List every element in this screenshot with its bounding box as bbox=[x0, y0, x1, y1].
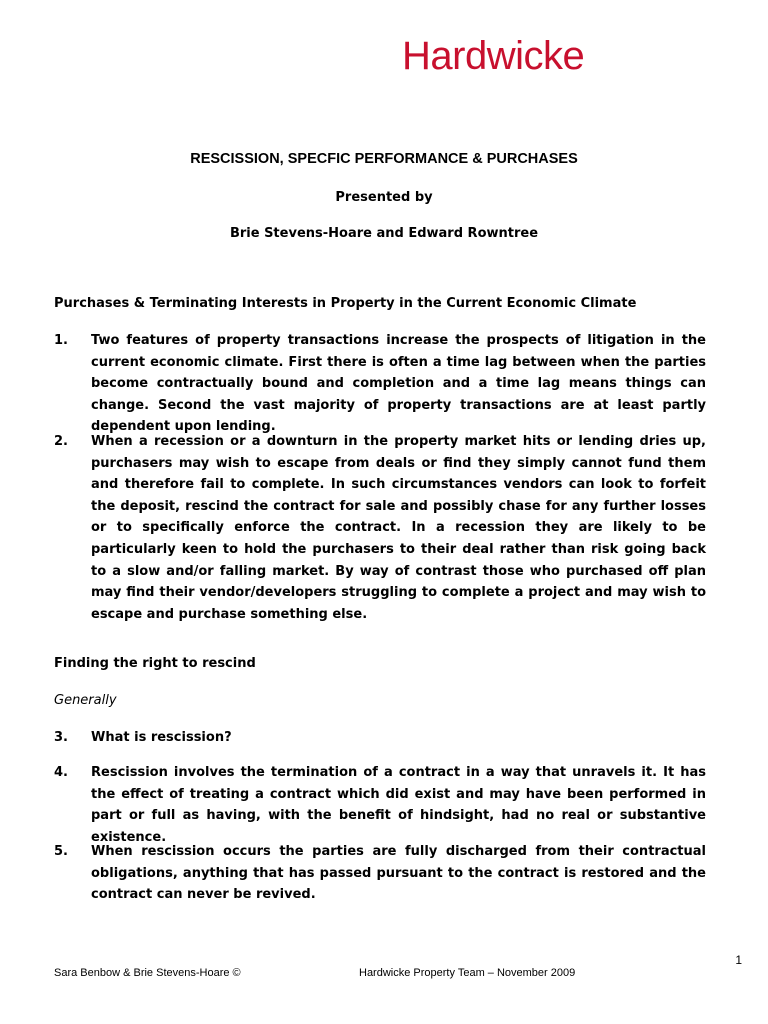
paragraph-text: When a recession or a downturn in the property market hits or lending dries up, purchasers may wish to escape from deals or find they simply cannot fund them and therefore fail to complete. In such circumstances vendors can look to forfeit the deposit, rescind the contract for sale and possibly chase for any further losses or to specifically enforce the contract. In a recession they are likely to be particularly keen to hold the purchasers to their deal rather than risk going back to a slow and/or falling market. By way of contrast those who purchased off plan may find their vendor/developers struggling to complete a project and may wish to escape and purchase something else. bbox=[91, 434, 706, 622]
paragraph-1 bbox=[54, 330, 706, 438]
paragraph-number: 1. bbox=[54, 333, 68, 348]
paragraph-text: What is rescission? bbox=[91, 730, 232, 745]
page-number: 1 bbox=[735, 953, 742, 967]
paragraph-number: 3. bbox=[54, 730, 68, 745]
presented-by: Presented by bbox=[335, 190, 433, 205]
subheading-generally: Generally bbox=[54, 693, 117, 708]
paragraph-5 bbox=[54, 841, 706, 906]
hardwicke-logo: Hardwicke bbox=[402, 34, 585, 78]
document-title: RESCISSION, SPECFIC PERFORMANCE & PURCHASES bbox=[190, 151, 578, 167]
paragraph-text: Two features of property transactions increase the prospects of litigation in the current economic climate. First there is often a time lag between when the parties become contractually bound and completion and a time lag means things can change. Second the vast majority of property transactions are at least partly dependent upon lending. bbox=[91, 333, 706, 435]
section-heading-rescind: Finding the right to rescind bbox=[54, 656, 256, 671]
footer-authors: Sara Benbow & Brie Stevens-Hoare © bbox=[54, 967, 241, 979]
paragraph-text: Rescission involves the termination of a contract in a way that unravels it. It has the effect of treating a contract which did exist and may have been performed in part or full as having, with the benefit of hindsight, had no real or substantive existence. bbox=[91, 765, 706, 845]
paragraph-number: 4. bbox=[54, 765, 68, 780]
paragraph-3 bbox=[54, 727, 706, 749]
paragraph-2 bbox=[54, 431, 706, 625]
paragraph-number: 5. bbox=[54, 844, 68, 859]
paragraph-4 bbox=[54, 762, 706, 848]
paragraph-text: When rescission occurs the parties are fully discharged from their contractual obligations, anything that has passed pursuant to the contract is restored and the contract can never be revived. bbox=[91, 844, 706, 903]
section-heading-purchases: Purchases & Terminating Interests in Property in the Current Economic Climate bbox=[54, 296, 637, 311]
presenters: Brie Stevens-Hoare and Edward Rowntree bbox=[229, 226, 539, 241]
paragraph-number: 2. bbox=[54, 434, 68, 449]
footer-team: Hardwicke Property Team – November 2009 bbox=[359, 967, 576, 979]
